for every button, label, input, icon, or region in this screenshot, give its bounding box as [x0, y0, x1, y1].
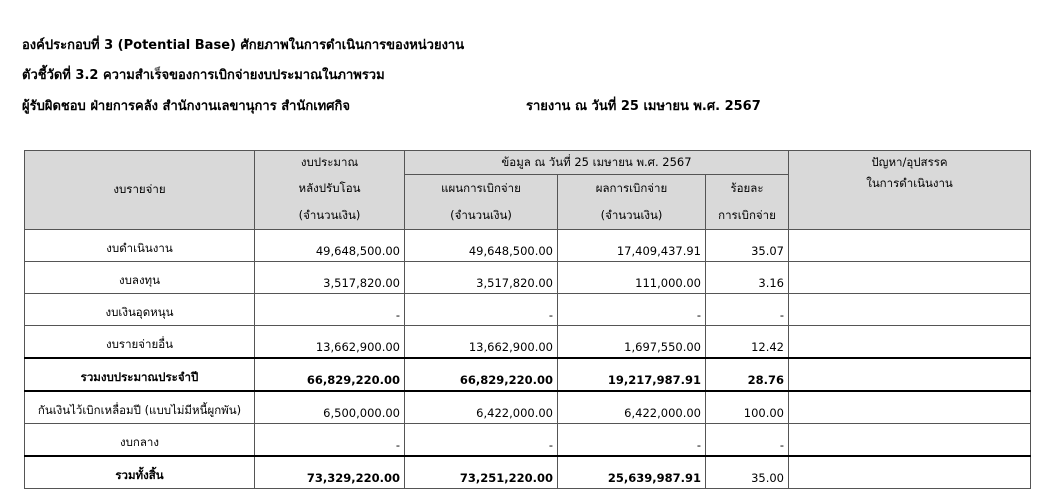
row-percent: -	[706, 294, 789, 326]
table-row	[25, 230, 1031, 262]
row-label: งบรายจ่ายอื่น	[25, 326, 255, 359]
header-pct-line1: ร้อยละ	[706, 175, 789, 203]
header-budget-line2: หลังปรับโอน	[255, 175, 405, 203]
header-pct-line2: การเบิกจ่าย	[706, 203, 789, 230]
row-label: งบดำเนินงาน	[25, 230, 255, 262]
report-responsible: ผู้รับผิดชอบ ฝ่ายการคลัง สำนักงานเลขานุการ สำนักเทศกิจ	[22, 99, 350, 114]
row-budget: 3,517,820.00	[255, 262, 405, 294]
table-row	[25, 391, 1031, 424]
row-issue	[789, 391, 1031, 424]
row-budget: -	[255, 294, 405, 326]
row-result: 6,422,000.00	[558, 391, 706, 424]
header-result-line2: (จำนวนเงิน)	[558, 203, 706, 230]
row-issue	[789, 326, 1031, 359]
row-percent: 35.00	[706, 456, 789, 489]
row-percent: 100.00	[706, 391, 789, 424]
row-plan: 3,517,820.00	[405, 262, 558, 294]
row-budget: 66,829,220.00	[255, 358, 405, 391]
row-issue	[789, 358, 1031, 391]
row-result: 1,697,550.00	[558, 326, 706, 359]
row-percent: 12.42	[706, 326, 789, 359]
row-result: 19,217,987.91	[558, 358, 706, 391]
row-plan: -	[405, 424, 558, 457]
header-result-line1: ผลการเบิกจ่าย	[558, 175, 706, 203]
row-plan: 6,422,000.00	[405, 391, 558, 424]
table-row	[25, 326, 1031, 359]
report-date: รายงาน ณ วันที่ 25 เมษายน พ.ศ. 2567	[526, 99, 761, 114]
row-issue	[789, 262, 1031, 294]
row-plan: 73,251,220.00	[405, 456, 558, 489]
row-plan: 49,648,500.00	[405, 230, 558, 262]
row-issue	[789, 230, 1031, 262]
row-result: 111,000.00	[558, 262, 706, 294]
row-budget: 13,662,900.00	[255, 326, 405, 359]
report-title-component: องค์ประกอบที่ 3 (Potential Base) ศักยภาพในการดำเนินการของหน่วยงาน	[22, 38, 465, 53]
row-percent: 35.07	[706, 230, 789, 262]
row-plan: 66,829,220.00	[405, 358, 558, 391]
budget-disbursement-table	[24, 150, 1031, 489]
header-issue-line1: ปัญหา/อุปสรรค	[789, 151, 1031, 175]
header-budget-line1: งบประมาณ	[255, 151, 405, 175]
row-budget: 73,329,220.00	[255, 456, 405, 489]
row-result: 17,409,437.91	[558, 230, 706, 262]
row-label: งบลงทุน	[25, 262, 255, 294]
row-plan: -	[405, 294, 558, 326]
row-result: 25,639,987.91	[558, 456, 706, 489]
row-issue	[789, 424, 1031, 457]
table-row	[25, 262, 1031, 294]
table-row	[25, 424, 1031, 457]
row-percent: 3.16	[706, 262, 789, 294]
header-expense: งบรายจ่าย	[25, 151, 255, 230]
header-issue-line2: ในการดำเนินงาน	[789, 175, 1031, 230]
header-plan-line1: แผนการเบิกจ่าย	[405, 175, 558, 203]
row-percent: -	[706, 424, 789, 457]
row-percent: 28.76	[706, 358, 789, 391]
report-title-indicator: ตัวชี้วัดที่ 3.2 ความสำเร็จของการเบิกจ่ายงบประมาณในภาพรวม	[22, 68, 385, 83]
row-result: -	[558, 294, 706, 326]
row-label: รวมงบประมาณประจำปี	[25, 358, 255, 391]
row-label: งบกลาง	[25, 424, 255, 457]
row-plan: 13,662,900.00	[405, 326, 558, 359]
row-budget: 6,500,000.00	[255, 391, 405, 424]
table-row-subtotal	[25, 358, 1031, 391]
row-issue	[789, 294, 1031, 326]
row-result: -	[558, 424, 706, 457]
row-label: งบเงินอุดหนุน	[25, 294, 255, 326]
row-budget: 49,648,500.00	[255, 230, 405, 262]
row-issue	[789, 456, 1031, 489]
row-label: รวมทั้งสิ้น	[25, 456, 255, 489]
table-row-grand-total	[25, 456, 1031, 489]
table-row	[25, 294, 1031, 326]
row-budget: -	[255, 424, 405, 457]
header-plan-line2: (จำนวนเงิน)	[405, 203, 558, 230]
header-budget-line3: (จำนวนเงิน)	[255, 203, 405, 230]
row-label: กันเงินไว้เบิกเหลื่อมปี (แบบไม่มีหนี้ผูกพัน)	[25, 391, 255, 424]
header-data-as-of: ข้อมูล ณ วันที่ 25 เมษายน พ.ศ. 2567	[405, 151, 789, 175]
